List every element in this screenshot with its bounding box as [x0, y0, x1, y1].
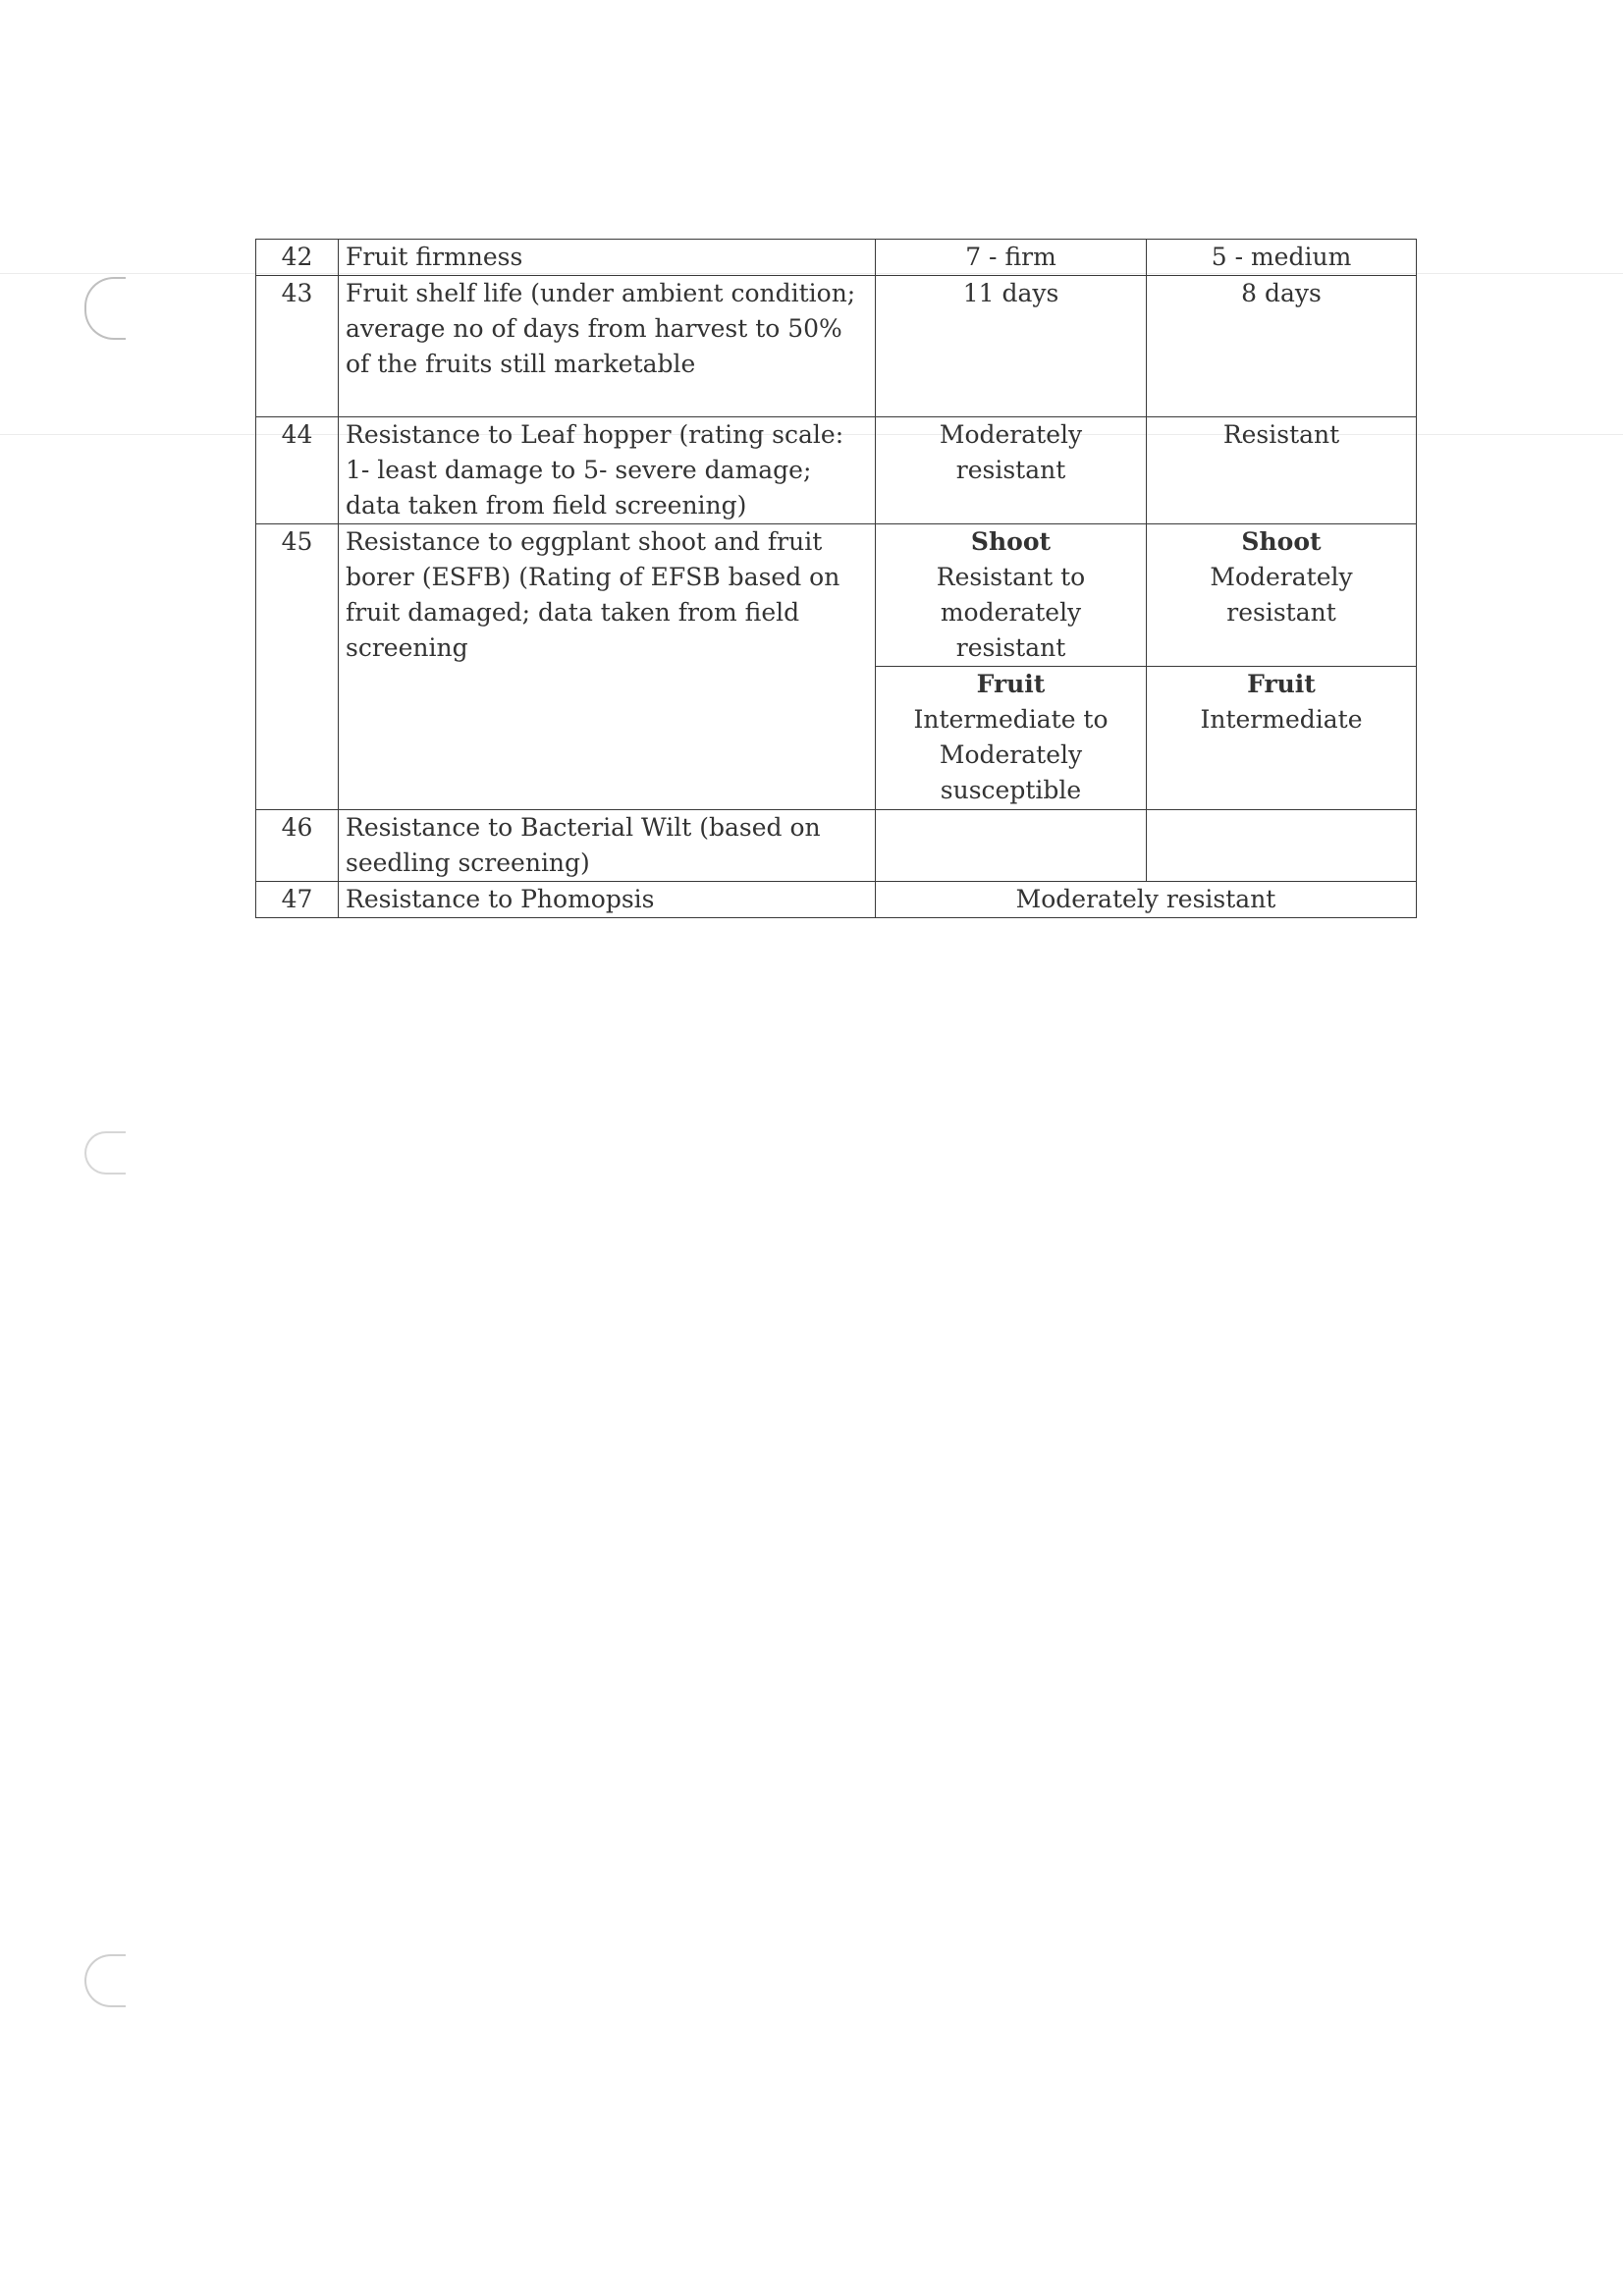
traits-table	[255, 239, 1417, 918]
punch-hole-mark	[84, 277, 126, 340]
table-row	[256, 240, 1417, 276]
shoot-cell-variety-a	[876, 524, 1147, 667]
value-variety-a: Moderately resistant	[876, 417, 1147, 524]
value-merged: Moderately resistant	[876, 882, 1417, 918]
table-row	[256, 524, 1417, 667]
shoot-label: Shoot	[970, 527, 1052, 556]
fruit-value: Intermediate	[1200, 705, 1363, 734]
value-variety-a: 11 days	[876, 276, 1147, 417]
punch-hole-mark	[84, 1131, 126, 1175]
fruit-value: Intermediate to Moderately susceptible	[913, 705, 1109, 804]
value-variety-b: 8 days	[1147, 276, 1417, 417]
row-number: 42	[256, 240, 339, 276]
punch-hole-mark	[84, 1954, 126, 2007]
trait-description: Resistance to Phomopsis	[339, 882, 876, 918]
shoot-cell-variety-b	[1147, 524, 1417, 667]
shoot-label: Shoot	[1241, 527, 1322, 556]
shoot-value: Resistant to moderately resistant	[936, 563, 1086, 662]
trait-description: Resistance to Bacterial Wilt (based on seedling screening)	[339, 810, 876, 882]
trait-description: Resistance to eggplant shoot and fruit borer (ESFB) (Rating of EFSB based on fruit damaged; data taken from field screening	[339, 524, 876, 810]
trait-description: Fruit firmness	[339, 240, 876, 276]
shoot-value: Moderately resistant	[1210, 563, 1353, 627]
table-row	[256, 810, 1417, 882]
row-number: 44	[256, 417, 339, 524]
table-row	[256, 882, 1417, 918]
value-variety-b: Resistant	[1147, 417, 1417, 524]
trait-description: Fruit shelf life (under ambient condition; average no of days from harvest to 50% of the fruits still marketable	[339, 276, 876, 417]
trait-description: Resistance to Leaf hopper (rating scale: 1- least damage to 5- severe damage; data taken from field screening)	[339, 417, 876, 524]
fruit-label: Fruit	[1247, 670, 1316, 698]
fruit-cell-variety-a	[876, 667, 1147, 810]
value-variety-a	[876, 810, 1147, 882]
row-number: 43	[256, 276, 339, 417]
row-number: 47	[256, 882, 339, 918]
fruit-cell-variety-b	[1147, 667, 1417, 810]
table-row	[256, 417, 1417, 524]
fruit-label: Fruit	[976, 670, 1046, 698]
value-variety-b	[1147, 810, 1417, 882]
table-row	[256, 276, 1417, 417]
row-number: 45	[256, 524, 339, 810]
value-variety-b: 5 - medium	[1147, 240, 1417, 276]
row-number: 46	[256, 810, 339, 882]
value-variety-a: 7 - firm	[876, 240, 1147, 276]
